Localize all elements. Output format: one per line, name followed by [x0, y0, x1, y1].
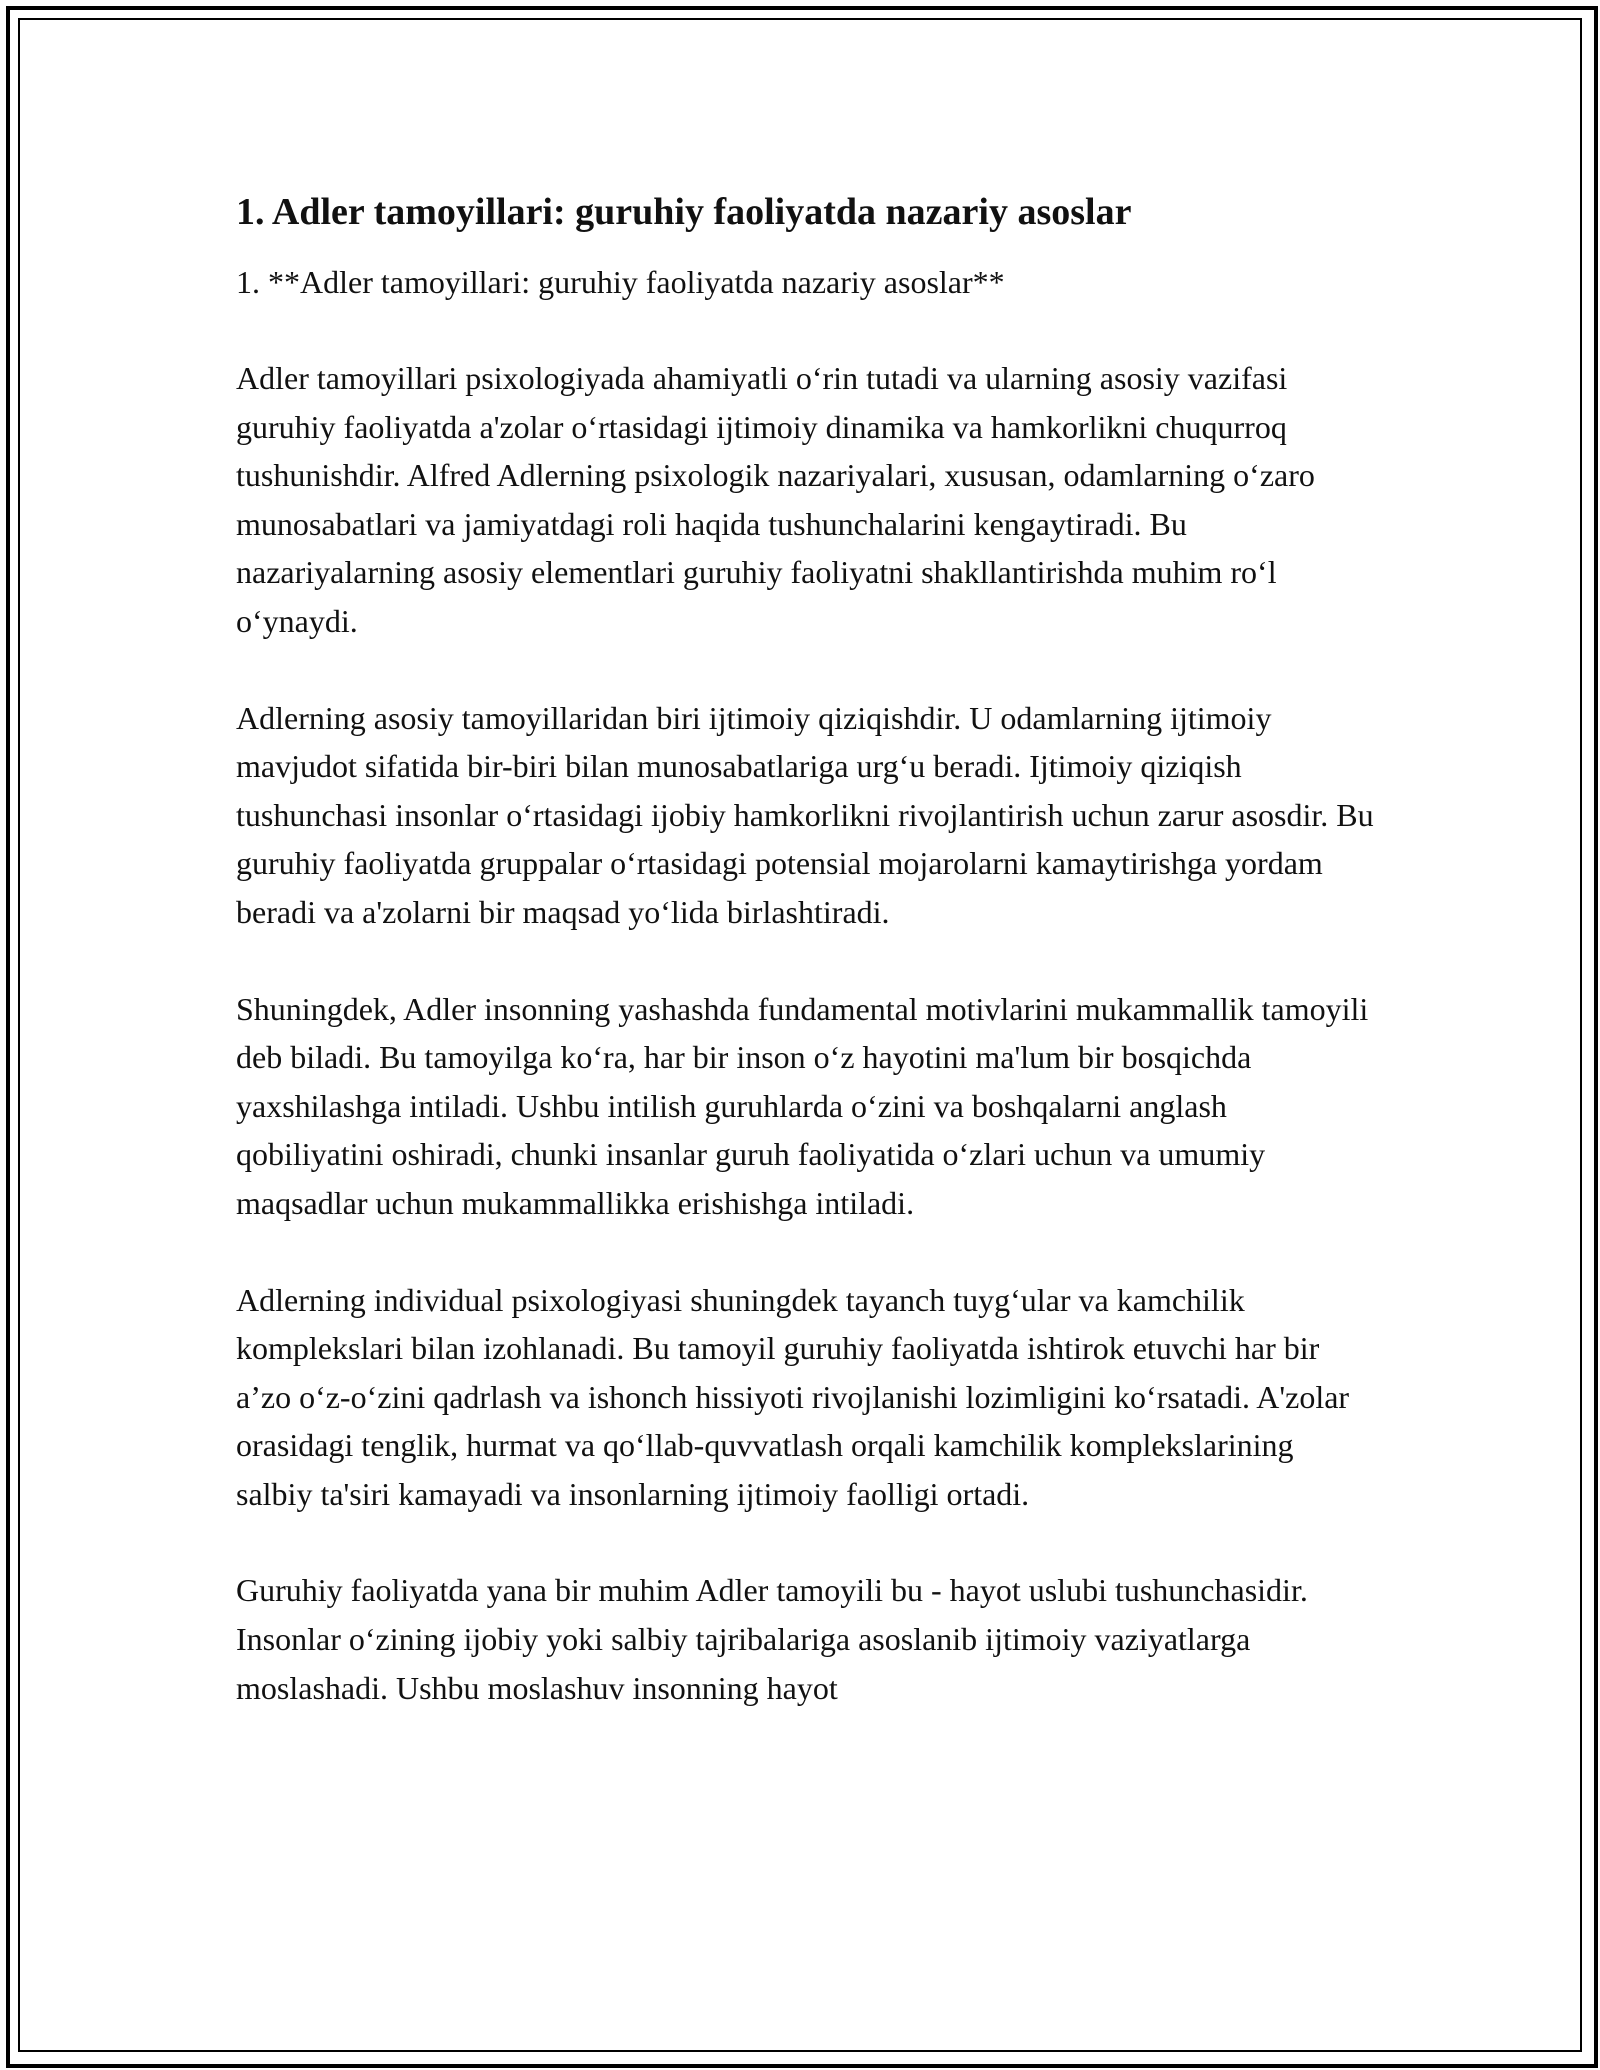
paragraph-2: Adlerning asosiy tamoyillaridan biri ijtimoiy qiziqishdir. U odamlarning ijtimoiy mavjudot sifatida bir-biri bilan munosabatlariga urg‘u beradi. Ijtimoiy qiziqish tushunchasi insonlar o‘rtasidagi ijobiy hamkorlikni rivojlantirish uchun zarur asosdir. Bu guruhiy faoliyatda gruppalar o‘rtasidagi potensial mojarolarni kamaytirishga yordam beradi va a'zolarni bir maqsad yo‘lida birlashtiradi.	[236, 699, 1374, 930]
section-heading: 1. Adler tamoyillari: guruhiy faoliyatda nazariy asoslar	[236, 191, 1132, 233]
document-body	[236, 188, 1376, 1760]
section-subheading: 1. **Adler tamoyillari: guruhiy faoliyatda nazariy asoslar**	[236, 264, 1005, 300]
paragraph-4: Adlerning individual psixologiyasi shuningdek tayanch tuyg‘ular va kamchilik komplekslari bilan izohlanadi. Bu tamoyil guruhiy faoliyatda ishtirok etuvchi har bir a’zo o‘z-o‘zini qadrlash va ishonch hissiyoti rivojlanishi lozimligini ko‘rsatadi. A'zolar orasidagi tenglik, hurmat va qo‘llab-quvvatlash orqali kamchilik komplekslarining salbiy ta'siri kamayadi va insonlarning ijtimoiy faolligi ortadi.	[236, 1281, 1350, 1512]
paragraph-5: Guruhiy faoliyatda yana bir muhim Adler tamoyili bu - hayot uslubi tushunchasidir. Insonlar o‘zining ijobiy yoki salbiy tajribalariga asoslanib ijtimoiy vaziyatlarga moslashadi. Ushbu moslashuv insonning hayot	[236, 1572, 1308, 1706]
paragraph-1: Adler tamoyillari psixologiyada ahamiyatli o‘rin tutadi va ularning asosiy vazifasi guruhiy faoliyatda a'zolar o‘rtasidagi ijtimoiy dinamika va hamkorlikni chuqurroq tushunishdir. Alfred Adlerning psixologik nazariyalari, xususan, odamlarning o‘zaro munosabatlari va jamiyatdagi roli haqida tushunchalarini kengaytiradi. Bu nazariyalarning asosiy elementlari guruhiy faoliyatni shakllantirishda muhim ro‘l o‘ynaydi.	[236, 360, 1315, 639]
paragraph-3: Shuningdek, Adler insonning yashashda fundamental motivlarini mukammallik tamoyili deb biladi. Bu tamoyilga ko‘ra, har bir inson o‘z hayotini ma'lum bir bosqichda yaxshilashga intiladi. Ushbu intilish guruhlarda o‘zini va boshqalarni anglash qobiliyatini oshiradi, chunki insanlar guruh faoliyatida o‘zlari uchun va umumiy maqsadlar uchun mukammallikka erishishga intiladi.	[236, 990, 1369, 1221]
